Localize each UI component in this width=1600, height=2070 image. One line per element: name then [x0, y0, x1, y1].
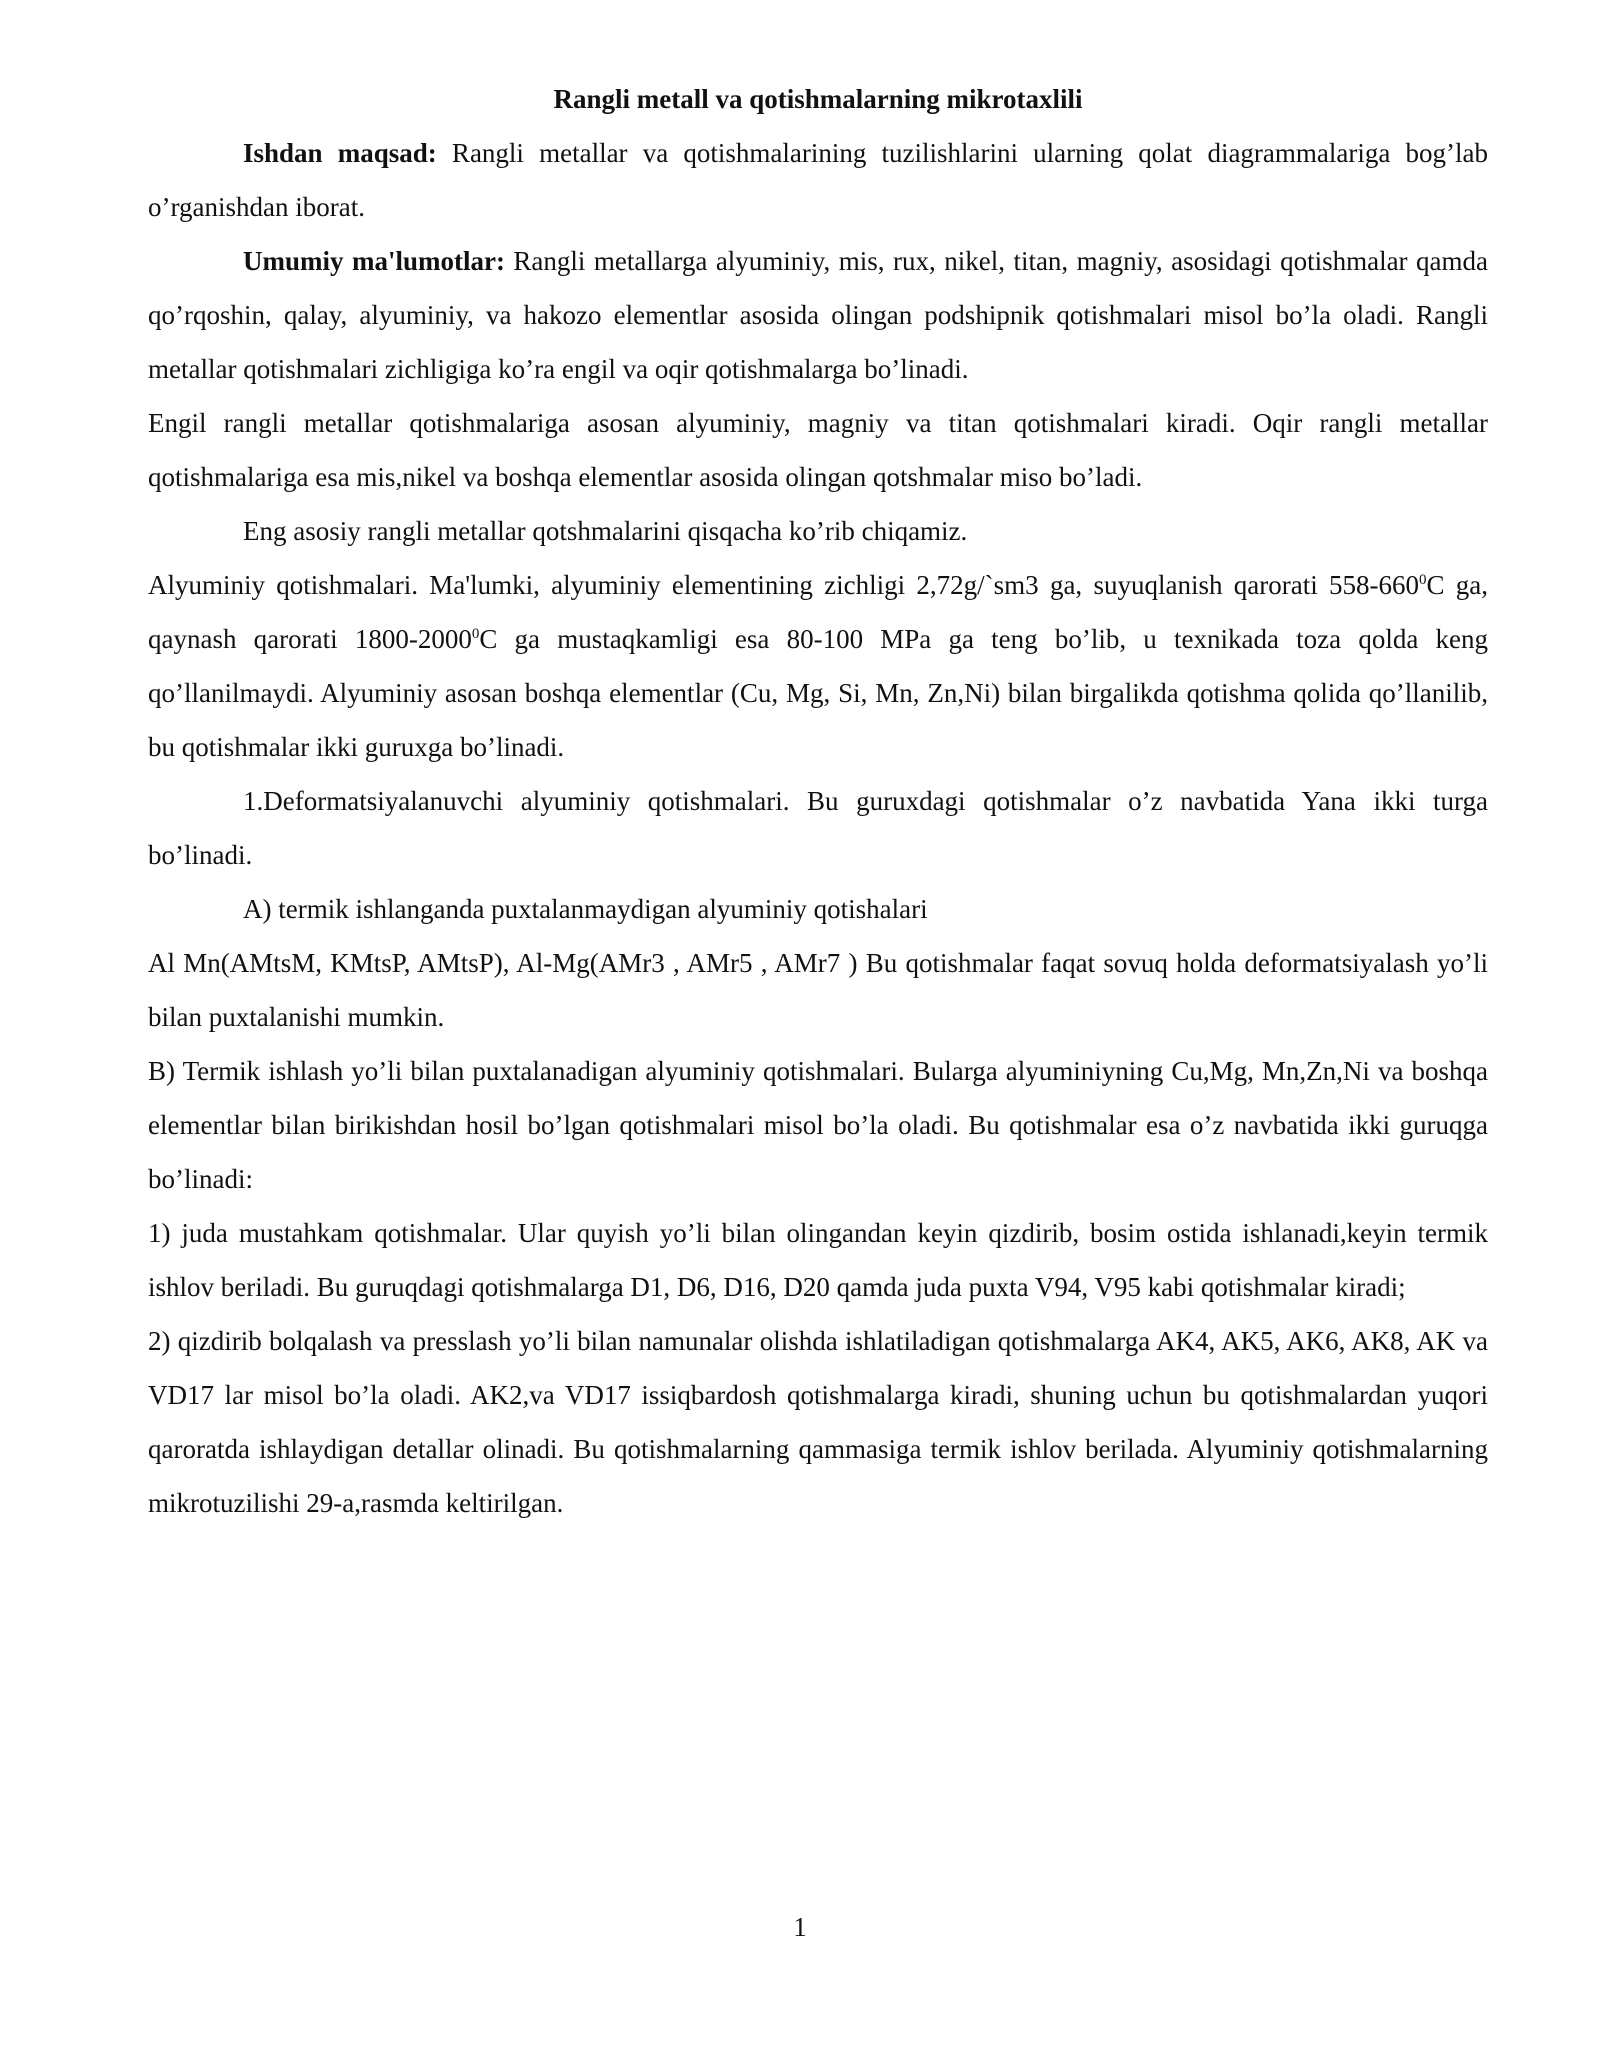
document-title: Rangli metall va qotishmalarning mikrotaxlili [553, 84, 1083, 114]
document-body [148, 72, 1488, 1530]
paragraph-forging-alloys: 2) qizdirib bolqalash va presslash yo’li bilan namunalar olishda ishlatiladigan qotishmalarga AK4, AK5, AK6, AK8, AK va VD17 lar misol bo’la oladi. AK2,va VD17 issiqbardosh qotishmalarga kiradi, shuning uchun bu qotishmalardan yuqori qaroratda ishlaydigan detallar olinadi. Bu qotishmalarning qammasiga termik ishlov berilada. Alyuminiy qotishmalarning mikrotuzilishi 29-a,rasmda keltirilgan. [148, 1326, 1488, 1518]
paragraph-non-hardening: A) termik ishlanganda puxtalanmaydigan alyuminiy qotishalari [243, 894, 928, 924]
aluminium-text-part-1: Alyuminiy qotishmalari. Ma'lumki, alyuminiy elementining zichligi 2,72g/`sm3 ga, suyuqlanish qarorati 558-660 [148, 570, 1419, 600]
paragraph-purpose [148, 126, 1488, 234]
general-info-text: Rangli metallarga alyuminiy, mis, rux, nikel, titan, magniy, asosidagi qotishmalar qamda qo’rqoshin, qalay, alyuminiy, va hakozo elementlar asosida olingan podshipnik qotishmalari misol bo’la oladi. Rangli metallar qotishmalari zichligiga ko’ra engil va oqir qotishmalarga bo’linadi. [148, 246, 1488, 384]
paragraph-heat-hardening: B) Termik ishlash yo’li bilan puxtalanadigan alyuminiy qotishmalari. Bularga alyuminiyning Cu,Mg, Mn,Zn,Ni va boshqa elementlar bilan birikishdan hosil bo’lgan qotishmalari misol bo’la oladi. Bu qotishmalar esa o’z navbatida ikki guruqga bo’linadi: [148, 1056, 1488, 1194]
paragraph-deformable-alloys: 1.Deformatsiyalanuvchi alyuminiy qotishmalari. Bu guruxdagi qotishmalar o’z navbatida Yana ikki turga bo’linadi. [148, 786, 1488, 870]
paragraph-high-strength: 1) juda mustahkam qotishmalar. Ular quyish yo’li bilan olingandan keyin qizdirib, bosim ostida ishlanadi,keyin termik ishlov beriladi. Bu guruqdagi qotishmalarga D1, D6, D16, D20 qamda juda puxta V94, V95 kabi qotishmalar kiradi; [148, 1218, 1488, 1302]
degree-superscript-1: 0 [1418, 572, 1427, 588]
general-info-label: Umumiy ma'lumotlar: [243, 246, 505, 276]
degree-superscript-2: 0 [471, 626, 480, 642]
paragraph-al-mn-al-mg: Al Mn(AMtsM, KMtsP, AMtsP), Al-Mg(AMr3 , AMr5 , AMr7 ) Bu qotishmalar faqat sovuq holda deformatsiyalash yo’li bilan puxtalanishi mumkin. [148, 948, 1488, 1032]
paragraph-aluminium-alloys [148, 558, 1488, 774]
purpose-label: Ishdan maqsad: [243, 138, 437, 168]
paragraph-general-info [148, 234, 1488, 396]
paragraph-overview: Eng asosiy rangli metallar qotshmalarini qisqacha ko’rib chiqamiz. [243, 516, 968, 546]
purpose-text: Rangli metallar va qotishmalarining tuzilishlarini ularning qolat diagrammalariga bog’lab o’rganishdan iborat. [148, 138, 1489, 222]
page-number: 1 [793, 1912, 807, 1942]
paragraph-light-heavy-alloys: Engil rangli metallar qotishmalariga asosan alyuminiy, magniy va titan qotishmalari kiradi. Oqir rangli metallar qotishmalariga esa mis,nikel va boshqa elementlar asosida olingan qotshmalar miso bo’ladi. [148, 408, 1488, 492]
aluminium-text-part-2: C ga, qaynash qarorati 1800-2000 [148, 570, 1488, 654]
aluminium-text-part-3: C ga mustaqkamligi esa 80-100 MPa ga teng bo’lib, u texnikada toza qolda keng qo’llanilmaydi. Alyuminiy asosan boshqa elementlar (Cu, Mg, Si, Mn, Zn,Ni) bilan birgalikda qotishma qolida qo’llanilib, bu qotishmalar ikki guruxga bo’linadi. [148, 624, 1488, 762]
